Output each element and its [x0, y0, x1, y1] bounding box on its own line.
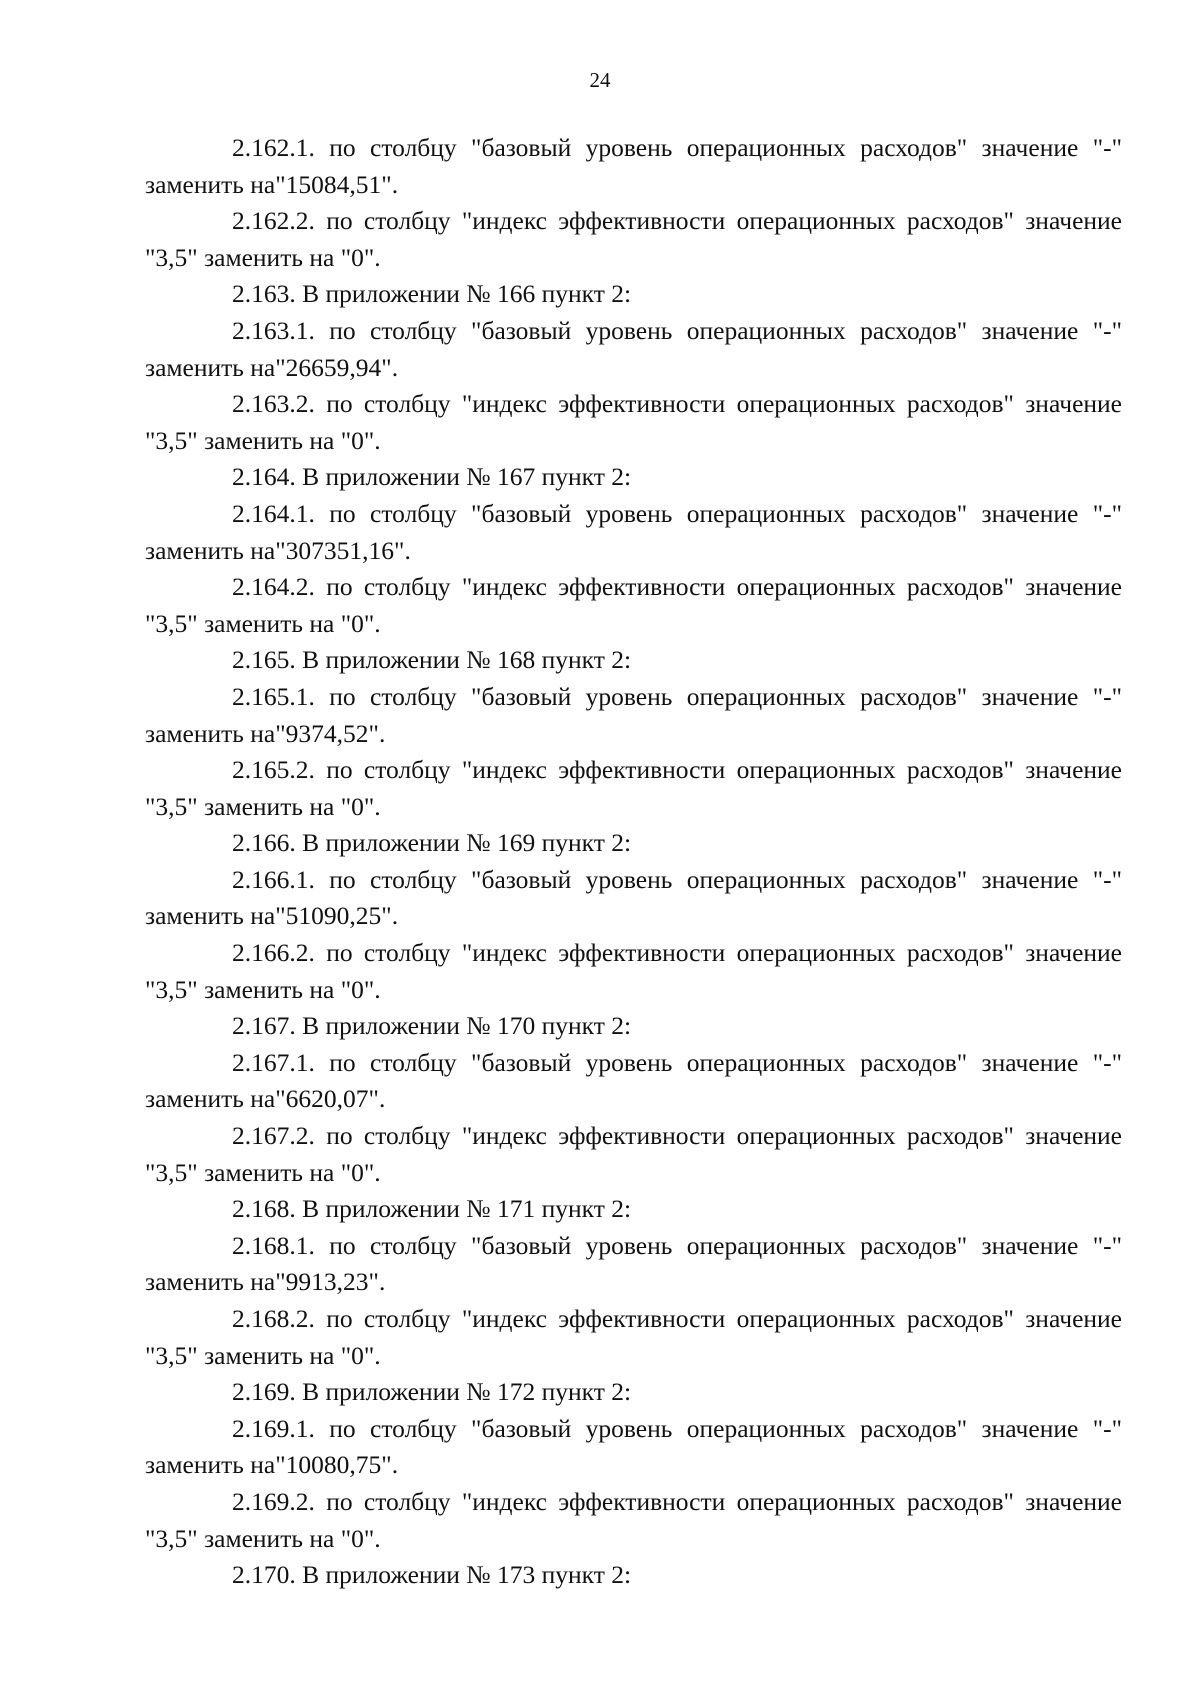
- paragraph-2-162-2: 2.162.2. по столбцу "индекс эффективности операционных расходов" значение "3,5" заменить на "0".: [145, 206, 1122, 272]
- paragraph-2-167-2: 2.167.2. по столбцу "индекс эффективности операционных расходов" значение "3,5" заменить на "0".: [145, 1121, 1122, 1187]
- paragraph-2-168: 2.168. В приложении № 171 пункт 2:: [232, 1194, 632, 1224]
- paragraph-2-168-2: 2.168.2. по столбцу "индекс эффективности операционных расходов" значение "3,5" заменить на "0".: [145, 1304, 1122, 1370]
- paragraph-2-168-1: 2.168.1. по столбцу "базовый уровень операционных расходов" значение "-" заменить на"9913,23".: [145, 1230, 1122, 1297]
- paragraph-2-167-1: 2.167.1. по столбцу "базовый уровень операционных расходов" значение "-" заменить на"6620,07".: [145, 1047, 1122, 1114]
- paragraph-2-164: 2.164. В приложении № 167 пункт 2:: [232, 462, 632, 492]
- paragraph-2-164-2: 2.164.2. по столбцу "индекс эффективности операционных расходов" значение "3,5" заменить на "0".: [145, 572, 1122, 638]
- paragraph-2-162-1: 2.162.1. по столбцу "базовый уровень операционных расходов" значение "-" заменить на"15084,51".: [145, 133, 1122, 199]
- paragraph-2-163-1: 2.163.1. по столбцу "базовый уровень операционных расходов" значение "-" заменить на"26659,94".: [145, 315, 1122, 382]
- paragraph-2-167: 2.167. В приложении № 170 пункт 2:: [232, 1011, 632, 1041]
- paragraph-2-166: 2.166. В приложении № 169 пункт 2:: [232, 828, 632, 858]
- paragraph-2-166-2: 2.166.2. по столбцу "индекс эффективности операционных расходов" значение "3,5" заменить на "0".: [145, 938, 1122, 1004]
- paragraph-2-165: 2.165. В приложении № 168 пункт 2:: [232, 645, 632, 675]
- paragraph-2-166-1: 2.166.1. по столбцу "базовый уровень операционных расходов" значение "-" заменить на"51090,25".: [145, 864, 1122, 931]
- paragraph-2-163-2: 2.163.2. по столбцу "индекс эффективности операционных расходов" значение "3,5" заменить на "0".: [145, 389, 1122, 455]
- paragraph-2-169: 2.169. В приложении № 172 пункт 2:: [232, 1377, 632, 1407]
- paragraph-2-170: 2.170. В приложении № 173 пункт 2:: [232, 1560, 632, 1590]
- page-number: 24: [589, 68, 611, 92]
- document-body: [145, 130, 1122, 1594]
- paragraph-2-164-1: 2.164.1. по столбцу "базовый уровень операционных расходов" значение "-" заменить на"307351,16".: [145, 498, 1122, 565]
- paragraph-2-169-2: 2.169.2. по столбцу "индекс эффективности операционных расходов" значение "3,5" заменить на "0".: [145, 1486, 1122, 1553]
- paragraph-2-169-1: 2.169.1. по столбцу "базовый уровень операционных расходов" значение "-" заменить на"10080,75".: [145, 1413, 1122, 1480]
- paragraph-2-165-1: 2.165.1. по столбцу "базовый уровень операционных расходов" значение "-" заменить на"9374,52".: [145, 681, 1122, 748]
- paragraph-2-163: 2.163. В приложении № 166 пункт 2:: [232, 279, 632, 309]
- paragraph-2-165-2: 2.165.2. по столбцу "индекс эффективности операционных расходов" значение "3,5" заменить на "0".: [145, 755, 1122, 821]
